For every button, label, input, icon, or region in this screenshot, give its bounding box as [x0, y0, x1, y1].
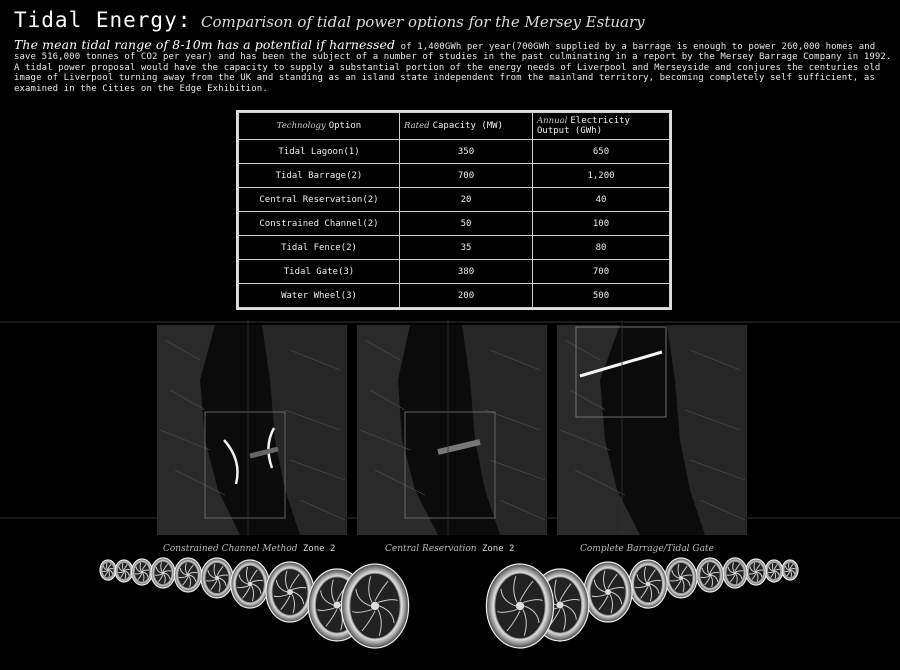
- turbine-wheel: [174, 558, 201, 592]
- header-capacity: [400, 113, 533, 140]
- cell-option: Tidal Gate(3): [239, 260, 400, 284]
- header-output-script: Annual: [537, 116, 568, 126]
- turbine-wheel: [266, 562, 314, 622]
- cell-capacity: 200: [400, 284, 533, 308]
- table-row: [239, 140, 670, 164]
- cell-output: 1,200: [533, 164, 670, 188]
- cell-output: 100: [533, 212, 670, 236]
- turbine-wheel: [696, 558, 723, 592]
- intro-paragraph: [14, 37, 892, 94]
- cell-capacity: 35: [400, 236, 533, 260]
- table-row: [239, 284, 670, 308]
- turbine-wheel: [746, 559, 767, 585]
- turbine-wheel: [629, 560, 667, 608]
- estuary-maps: [0, 320, 900, 535]
- cell-option: Tidal Barrage(2): [239, 164, 400, 188]
- turbine-wheel: [132, 559, 153, 585]
- table-row: [239, 164, 670, 188]
- table-row: [239, 260, 670, 284]
- intro-lead: The mean tidal range of 8-10m has a potential if harnessed: [14, 37, 396, 52]
- cell-capacity: 20: [400, 188, 533, 212]
- cell-option: Central Reservation(2): [239, 188, 400, 212]
- table-row: [239, 236, 670, 260]
- cell-capacity: 350: [400, 140, 533, 164]
- cell-option: Tidal Fence(2): [239, 236, 400, 260]
- table-row: [239, 212, 670, 236]
- cell-output: 650: [533, 140, 670, 164]
- turbine-wheel: [231, 560, 269, 608]
- turbine-wheel: [341, 564, 408, 648]
- cell-option: Water Wheel(3): [239, 284, 400, 308]
- cell-option: Constrained Channel(2): [239, 212, 400, 236]
- header-option-script: Technology: [276, 121, 326, 131]
- cell-option: Tidal Lagoon(1): [239, 140, 400, 164]
- cell-capacity: 50: [400, 212, 533, 236]
- caption-zone: Zone 2: [481, 544, 515, 554]
- turbine-wheel: [723, 558, 747, 588]
- turbine-wheel: [486, 564, 553, 648]
- comparison-table: [236, 110, 672, 310]
- caption-script: Complete Barrage/Tidal Gate: [580, 544, 714, 554]
- turbine-wheel: [115, 560, 133, 582]
- caption-zone: Zone 2: [302, 544, 336, 554]
- intro-body: of 1,400GWh per year(700GWh supplied by a barrage is enough to power 260,000 homes and save 516,000 tonnes of CO2 per year) and has been the subject of a number of studies in the past culminating in a report by the Mersey Barrage Company in 1992. A tidal power proposal would have the capacity to supply a substantial portion of the energy needs of Liverpool and Merseyside and conjures the centuries old image of Liverpool turning away from the UK and standing as an island state independent from the mainland territory, becoming completely self sufficient, as examined in the Cities on the Edge Exhibition.: [14, 42, 892, 94]
- map-panel-complete-barrage: [557, 320, 747, 535]
- header-output-line2: Output (GWh): [537, 126, 603, 136]
- cell-output: 700: [533, 260, 670, 284]
- caption-script: Central Reservation: [385, 544, 477, 554]
- header-capacity-label: Capacity (MW): [432, 121, 504, 131]
- header-output-line1: Electricity: [570, 116, 630, 126]
- cell-capacity: 700: [400, 164, 533, 188]
- cell-output: 500: [533, 284, 670, 308]
- header-output: [533, 113, 670, 140]
- table-header-row: [239, 113, 670, 140]
- title-row: [14, 8, 894, 36]
- turbine-wheel: [584, 562, 632, 622]
- map-panel-constrained-channel: [157, 320, 347, 535]
- table-row: [239, 188, 670, 212]
- page-subtitle: Comparison of tidal power options for the Mersey Estuary: [201, 13, 645, 31]
- cell-output: 40: [533, 188, 670, 212]
- caption-script: Constrained Channel Method: [163, 544, 298, 554]
- map-panel-central-reservation: [357, 320, 547, 535]
- cell-output: 80: [533, 236, 670, 260]
- header-option: [239, 113, 400, 140]
- header-option-label: Option: [328, 121, 362, 131]
- page-title: Tidal Energy:: [14, 8, 192, 32]
- turbine-wheel: [100, 560, 116, 580]
- turbine-wheel: [665, 558, 697, 598]
- turbine-wheel: [151, 558, 175, 588]
- header-capacity-script: Rated: [404, 121, 430, 131]
- turbine-row: [0, 540, 900, 670]
- turbine-wheel: [782, 560, 798, 580]
- turbine-wheel: [765, 560, 783, 582]
- turbine-wheel: [201, 558, 233, 598]
- cell-capacity: 380: [400, 260, 533, 284]
